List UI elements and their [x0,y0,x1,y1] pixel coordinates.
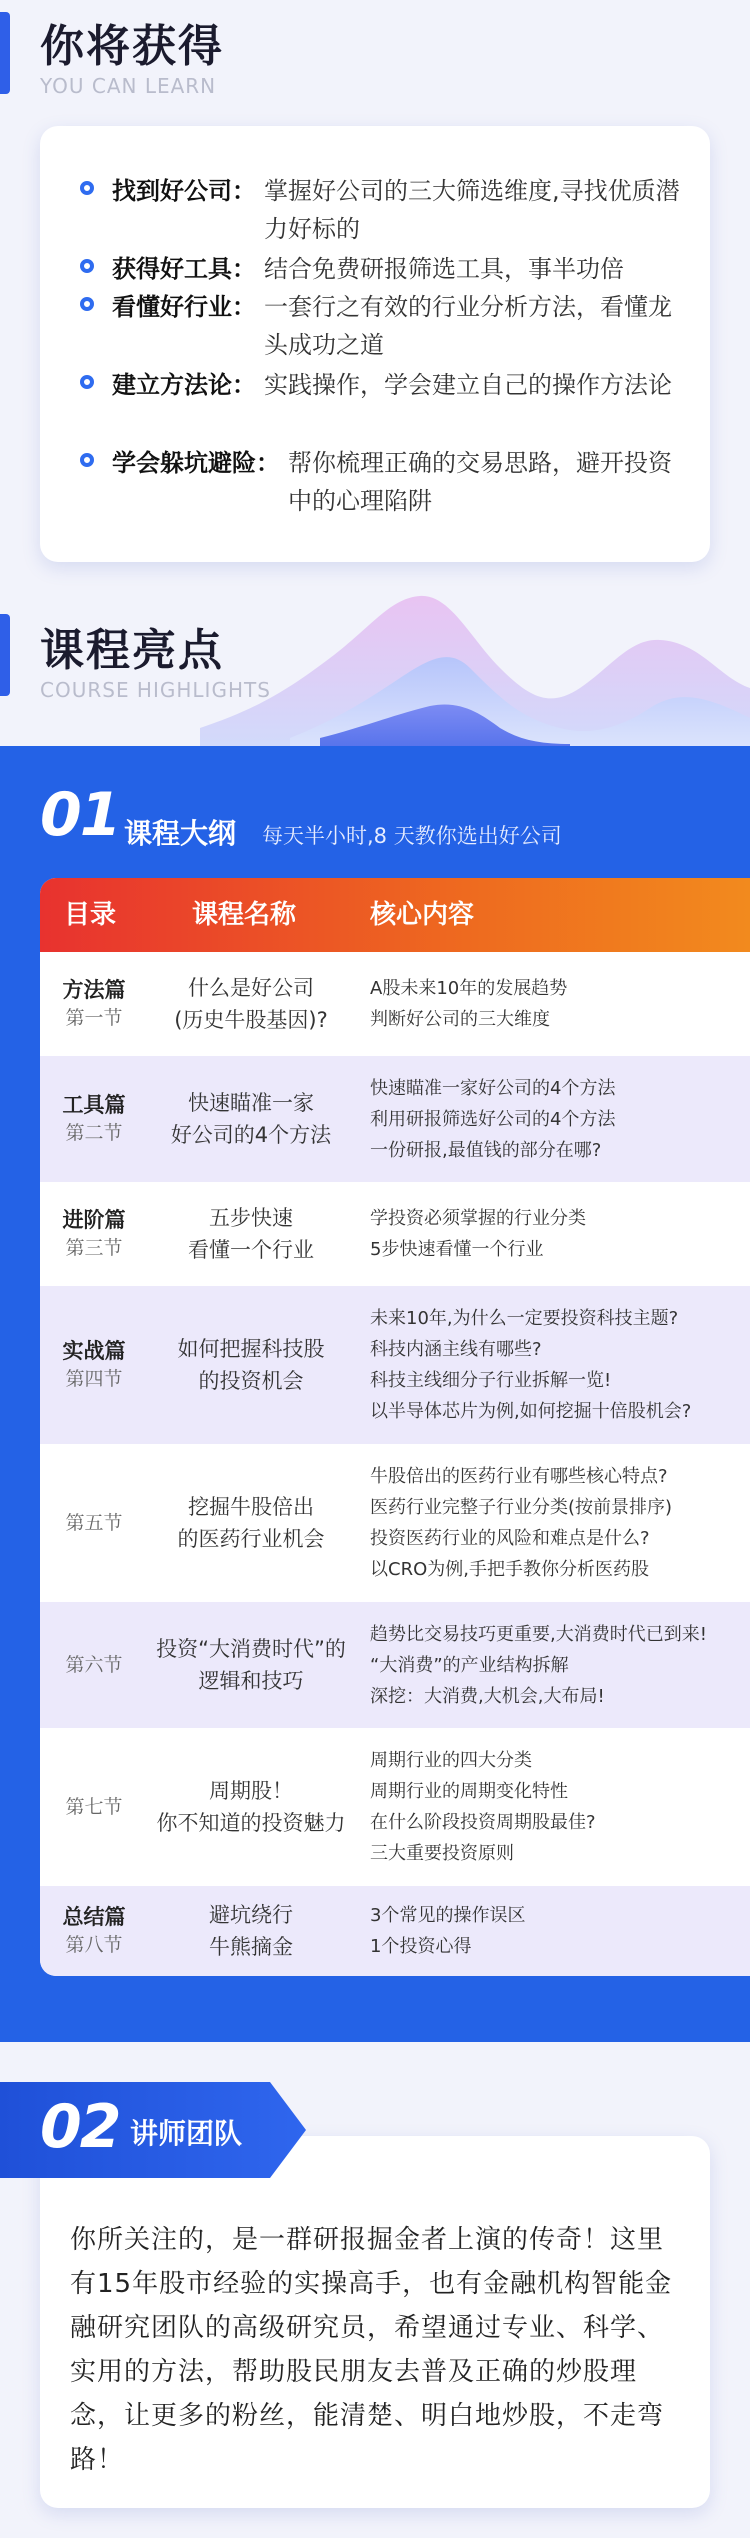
section-highlights-subtitle: COURSE HIGHLIGHTS [40,678,271,702]
team-card [40,2136,710,2508]
header-catalog: 目录 [64,900,117,930]
row-category: 总结篇 [62,1905,126,1929]
row-content-line: 判断好公司的三大维度 [370,1009,550,1030]
row-category: 进阶篇 [62,1208,126,1232]
table-row [40,1286,750,1444]
row-content-line: 1个投资心得 [370,1936,472,1957]
learn-item [80,250,680,288]
row-section: 第五节 [65,1512,123,1534]
row-content-line: 在什么阶段投资周期股最佳? [370,1812,596,1833]
table-row [40,1728,750,1886]
row-content-line: 学投资必须掌握的行业分类 [370,1208,586,1229]
learn-item-key: 找到好公司： [112,177,256,205]
row-content-line: 周期行业的四大分类 [370,1750,532,1771]
table-row [40,952,750,1056]
row-section: 第八节 [65,1934,123,1956]
row-course-name: 什么是好公司 (历史牛股基因)? [174,976,328,1032]
learn-item-key: 看懂好行业： [112,293,256,321]
learn-item-key: 建立方法论： [112,371,256,399]
row-section: 第三节 [65,1237,123,1259]
row-content-line: 投资医药行业的风险和难点是什么? [370,1528,650,1549]
learn-item [80,444,680,520]
circle-bullet-icon [80,453,94,467]
row-content-line: 一份研报,最值钱的部分在哪? [370,1139,602,1161]
row-content-line: 医药行业完整子行业分类(按前景排序) [370,1497,673,1518]
row-content-line: 科技内涵主线有哪些? [370,1339,542,1360]
outline-number: 01 [40,780,120,850]
section-highlights-marker [0,614,10,696]
row-content-line: 科技主线细分子行业拆解一览! [370,1370,612,1391]
team-title: 讲师团队 [130,2117,243,2150]
row-content-line: 牛股倍出的医药行业有哪些核心特点? [370,1466,668,1487]
row-section: 第四节 [65,1368,123,1390]
team-number: 02 [40,2092,120,2162]
learn-item-value: 帮你梳理正确的交易思路，避开投资中的心理陷阱 [288,449,672,515]
learn-item-key: 获得好工具： [112,255,256,283]
row-content-line: A股未来10年的发展趋势 [370,978,568,999]
team-description: 你所关注的，是一群研报掘金者上演的传奇！这里有15年股市经验的实操高手，也有金融机构智能金融研究团队的高级研究员，希望通过专业、科学、实用的方法，帮助股民朋友去普及正确的炒股理念，让更多的粉丝，能清楚、明白地炒股，不走弯路！ [70,2225,673,2475]
learn-card [40,126,710,562]
circle-bullet-icon [80,181,94,195]
table-row [40,1886,750,1976]
learn-item-value: 结合免费研报筛选工具，事半功倍 [264,255,624,283]
row-content-line: 周期行业的周期变化特性 [370,1781,568,1802]
header-course-name: 课程名称 [192,900,297,930]
row-section: 第一节 [65,1007,123,1029]
row-content-line: 利用研报筛选好公司的4个方法 [370,1108,616,1130]
row-category: 实战篇 [62,1339,126,1363]
row-course-name: 投资“大消费时代”的 逻辑和技巧 [156,1637,346,1693]
learn-item [80,366,680,404]
row-content-line: 三大重要投资原则 [370,1843,514,1864]
row-content-line: 快速瞄准一家好公司的4个方法 [370,1077,616,1099]
circle-bullet-icon [80,259,94,273]
row-section: 第二节 [65,1122,123,1144]
table-row [40,1182,750,1286]
row-content-line: 未来10年,为什么一定要投资科技主题? [370,1308,679,1329]
row-course-name: 快速瞄准一家 好公司的4个方法 [170,1091,332,1147]
row-course-name: 挖掘牛股倍出 的医药行业机会 [177,1495,325,1551]
section-highlights-title: 课程亮点 [40,625,224,676]
outline-title: 课程大纲 [124,817,237,850]
row-category: 方法篇 [62,978,126,1002]
section-learn-subtitle: YOU CAN LEARN [40,74,217,98]
section-learn-marker [0,12,10,94]
header-core-content: 核心内容 [370,900,475,930]
row-content-line: “大消费”的产业结构拆解 [370,1654,569,1676]
row-content-line: 趋势比交易技巧更重要,大消费时代已到来! [370,1623,707,1645]
learn-item [80,172,680,248]
learn-item [80,288,680,364]
row-content-line: 3个常见的操作误区 [370,1905,526,1926]
row-content-line: 5步快速看懂一个行业 [370,1239,544,1260]
learn-item-value: 一套行之有效的行业分析方法，看懂龙头成功之道 [264,293,672,359]
row-section: 第六节 [65,1654,123,1676]
table-row [40,1444,750,1602]
circle-bullet-icon [80,375,94,389]
table-row [40,1602,750,1728]
section-learn-title: 你将获得 [40,21,224,72]
outline-subtitle: 每天半小时,8 天教你选出好公司 [262,824,562,848]
row-course-name: 如何把握科技股 的投资机会 [177,1337,325,1393]
row-course-name: 避坑绕行 牛熊摘金 [209,1903,293,1959]
learn-item-value: 掌握好公司的三大筛选维度,寻找优质潜力好标的 [264,177,680,243]
row-content-line: 以半导体芯片为例,如何挖掘十倍股机会? [370,1401,692,1422]
table-row [40,1056,750,1182]
learn-item-value: 实践操作，学会建立自己的操作方法论 [264,371,672,399]
learn-item-key: 学会躲坑避险： [112,449,280,477]
mountain-decoration-icon [200,588,750,748]
row-course-name: 五步快速 看懂一个行业 [188,1206,314,1262]
row-course-name: 周期股！ 你不知道的投资魅力 [156,1779,346,1835]
row-section: 第七节 [65,1796,123,1818]
row-category: 工具篇 [62,1093,126,1117]
table-header [40,878,750,952]
row-content-line: 以CRO为例,手把手教你分析医药股 [370,1559,649,1580]
circle-bullet-icon [80,297,94,311]
row-content-line: 深挖：大消费,大机会,大布局! [370,1685,605,1707]
outline-table [40,878,750,1976]
